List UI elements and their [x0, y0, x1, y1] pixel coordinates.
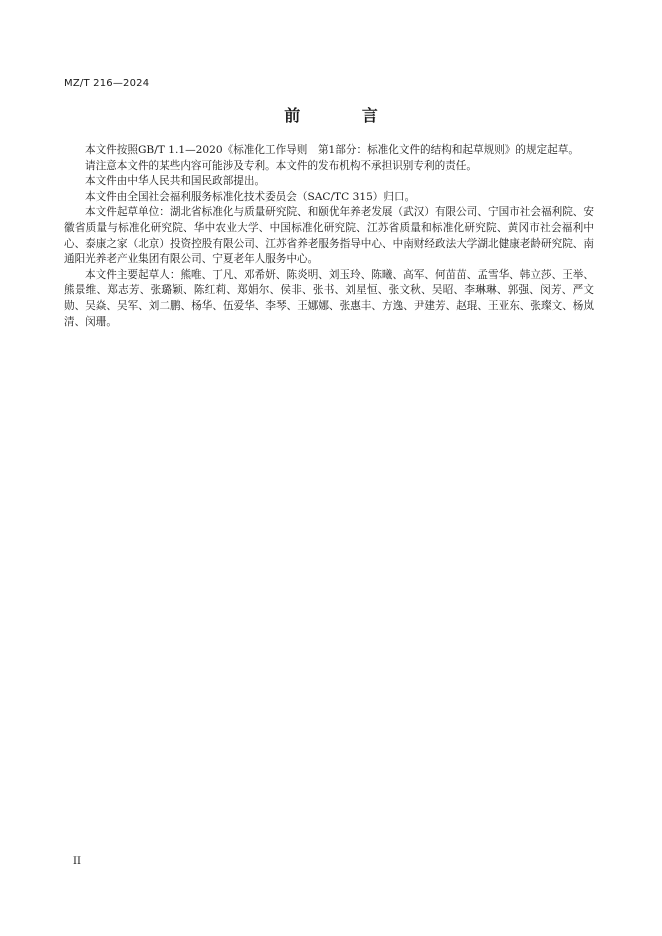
paragraph-committee: 本文件由全国社会福利服务标准化技术委员会（SAC/TC 315）归口。	[85, 190, 416, 203]
paragraph-drafters: 本文件主要起草人：熊唯、丁凡、邓希妍、陈炎明、刘玉玲、陈曦、高军、何苗苗、孟雪华、韩立莎、王举、熊景维、郑志芳、张璐颖、陈红莉、郑娟尔、侯非、张书、刘星恒、张文秋、吴昭、李琳琳、郭强、闵芳、严文勋、吴焱、吴军、刘二鹏、杨华、伍爱华、李琴、王娜娜、张惠丰、方逸、尹建芳、赵琨、王亚东、张璨文、杨岚清、闵珊。	[64, 268, 594, 328]
paragraph-drafting-units: 本文件起草单位：湖北省标准化与质量研究院、和颐优年养老发展（武汉）有限公司、宁国市社会福利院、安徽省质量与标准化研究院、华中农业大学、中国标准化研究院、江苏省质量和标准化研究院、黄冈市社会福利中心、泰康之家（北京）投资控股有限公司、江苏省养老服务指导中心、中南财经政法大学湖北健康老龄研究院、南通阳光养老产业集团有限公司、宁夏老年人服务中心。	[64, 206, 594, 266]
document-code: MZ/T 216—2024	[64, 78, 150, 89]
paragraph-drafting-rules: 本文件按照GB/T 1.1—2020《标准化工作导则 第1部分：标准化文件的结构和起草规则》的规定起草。	[85, 144, 579, 156]
paragraph-proposer: 本文件由中华人民共和国民政部提出。	[85, 175, 266, 188]
foreword-body	[64, 143, 594, 330]
section-title: 前 言	[284, 106, 406, 125]
paragraph-patent-notice: 请注意本文件的某些内容可能涉及专利。本文件的发布机构不承担识别专利的责任。	[85, 159, 477, 172]
page-number: II	[73, 856, 81, 867]
